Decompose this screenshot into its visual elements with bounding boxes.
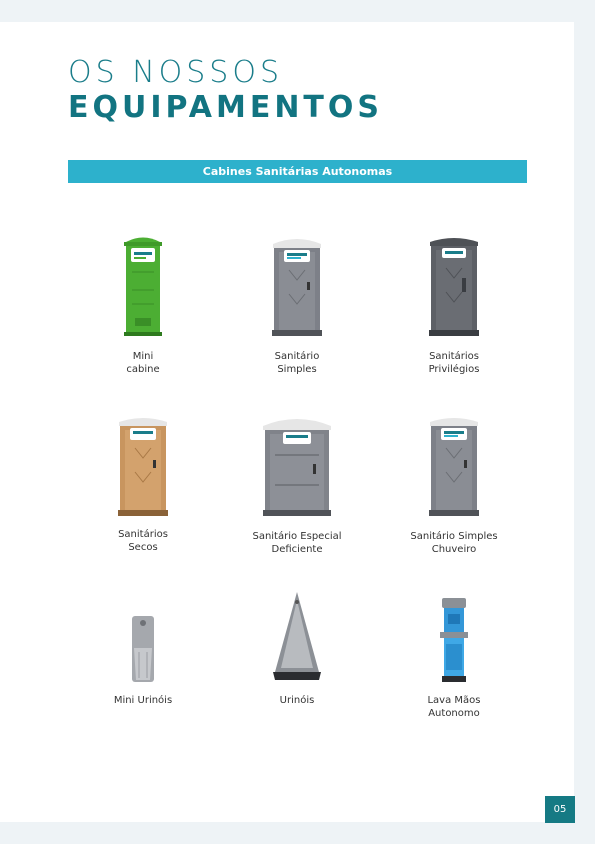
product-label-line2: Autonomo <box>428 708 480 719</box>
product-sanitario-simples <box>222 234 372 376</box>
urinal-station-icon <box>269 590 325 684</box>
product-urinois <box>222 590 372 707</box>
page-title-line1: OS NOSSOS <box>68 55 283 90</box>
shower-cabin-icon <box>426 414 482 518</box>
bottom-strip <box>12 822 595 844</box>
product-label-line2: Deficiente <box>271 544 323 555</box>
dark-grey-toilet-cabin-icon <box>426 234 482 338</box>
product-label-line1: Sanitário <box>274 351 320 362</box>
product-sanitario-chuveiro <box>379 414 529 556</box>
product-label-line1: Sanitário Simples <box>410 531 498 542</box>
product-sanitarios-secos <box>68 414 218 554</box>
product-label-line1: Sanitário Especial <box>252 531 342 542</box>
product-lava-maos <box>379 590 529 720</box>
accessible-toilet-cabin-icon <box>259 414 335 518</box>
tan-dry-toilet-cabin-icon <box>115 414 171 518</box>
product-sanitarios-privilegios <box>379 234 529 376</box>
product-sanitario-especial <box>222 414 372 556</box>
product-label-line1: Urinóis <box>279 695 315 706</box>
product-mini-cabine <box>68 234 218 376</box>
product-label-line2: cabine <box>126 364 160 375</box>
page-title-line2: EQUIPAMENTOS <box>68 90 383 125</box>
green-mini-cabin-icon <box>118 234 168 338</box>
page-number-badge: 05 <box>545 796 575 823</box>
grey-toilet-cabin-icon <box>269 234 325 338</box>
product-label-line1: Sanitários <box>118 529 168 540</box>
product-label-line2: Secos <box>128 542 158 553</box>
product-label-line1: Lava Mãos <box>427 695 481 706</box>
product-label-line1: Sanitários <box>429 351 479 362</box>
product-label-line2: Chuveiro <box>431 544 477 555</box>
section-header: Cabines Sanitárias Autonomas <box>68 160 527 183</box>
product-mini-urinois <box>68 590 218 707</box>
hand-wash-station-icon <box>434 590 474 684</box>
product-label-line1: Mini Urinóis <box>113 695 173 706</box>
mini-urinal-icon <box>123 590 163 684</box>
product-label-line2: Simples <box>277 364 317 375</box>
product-label-line2: Privilégios <box>428 364 480 375</box>
product-label-line1: Mini <box>132 351 154 362</box>
